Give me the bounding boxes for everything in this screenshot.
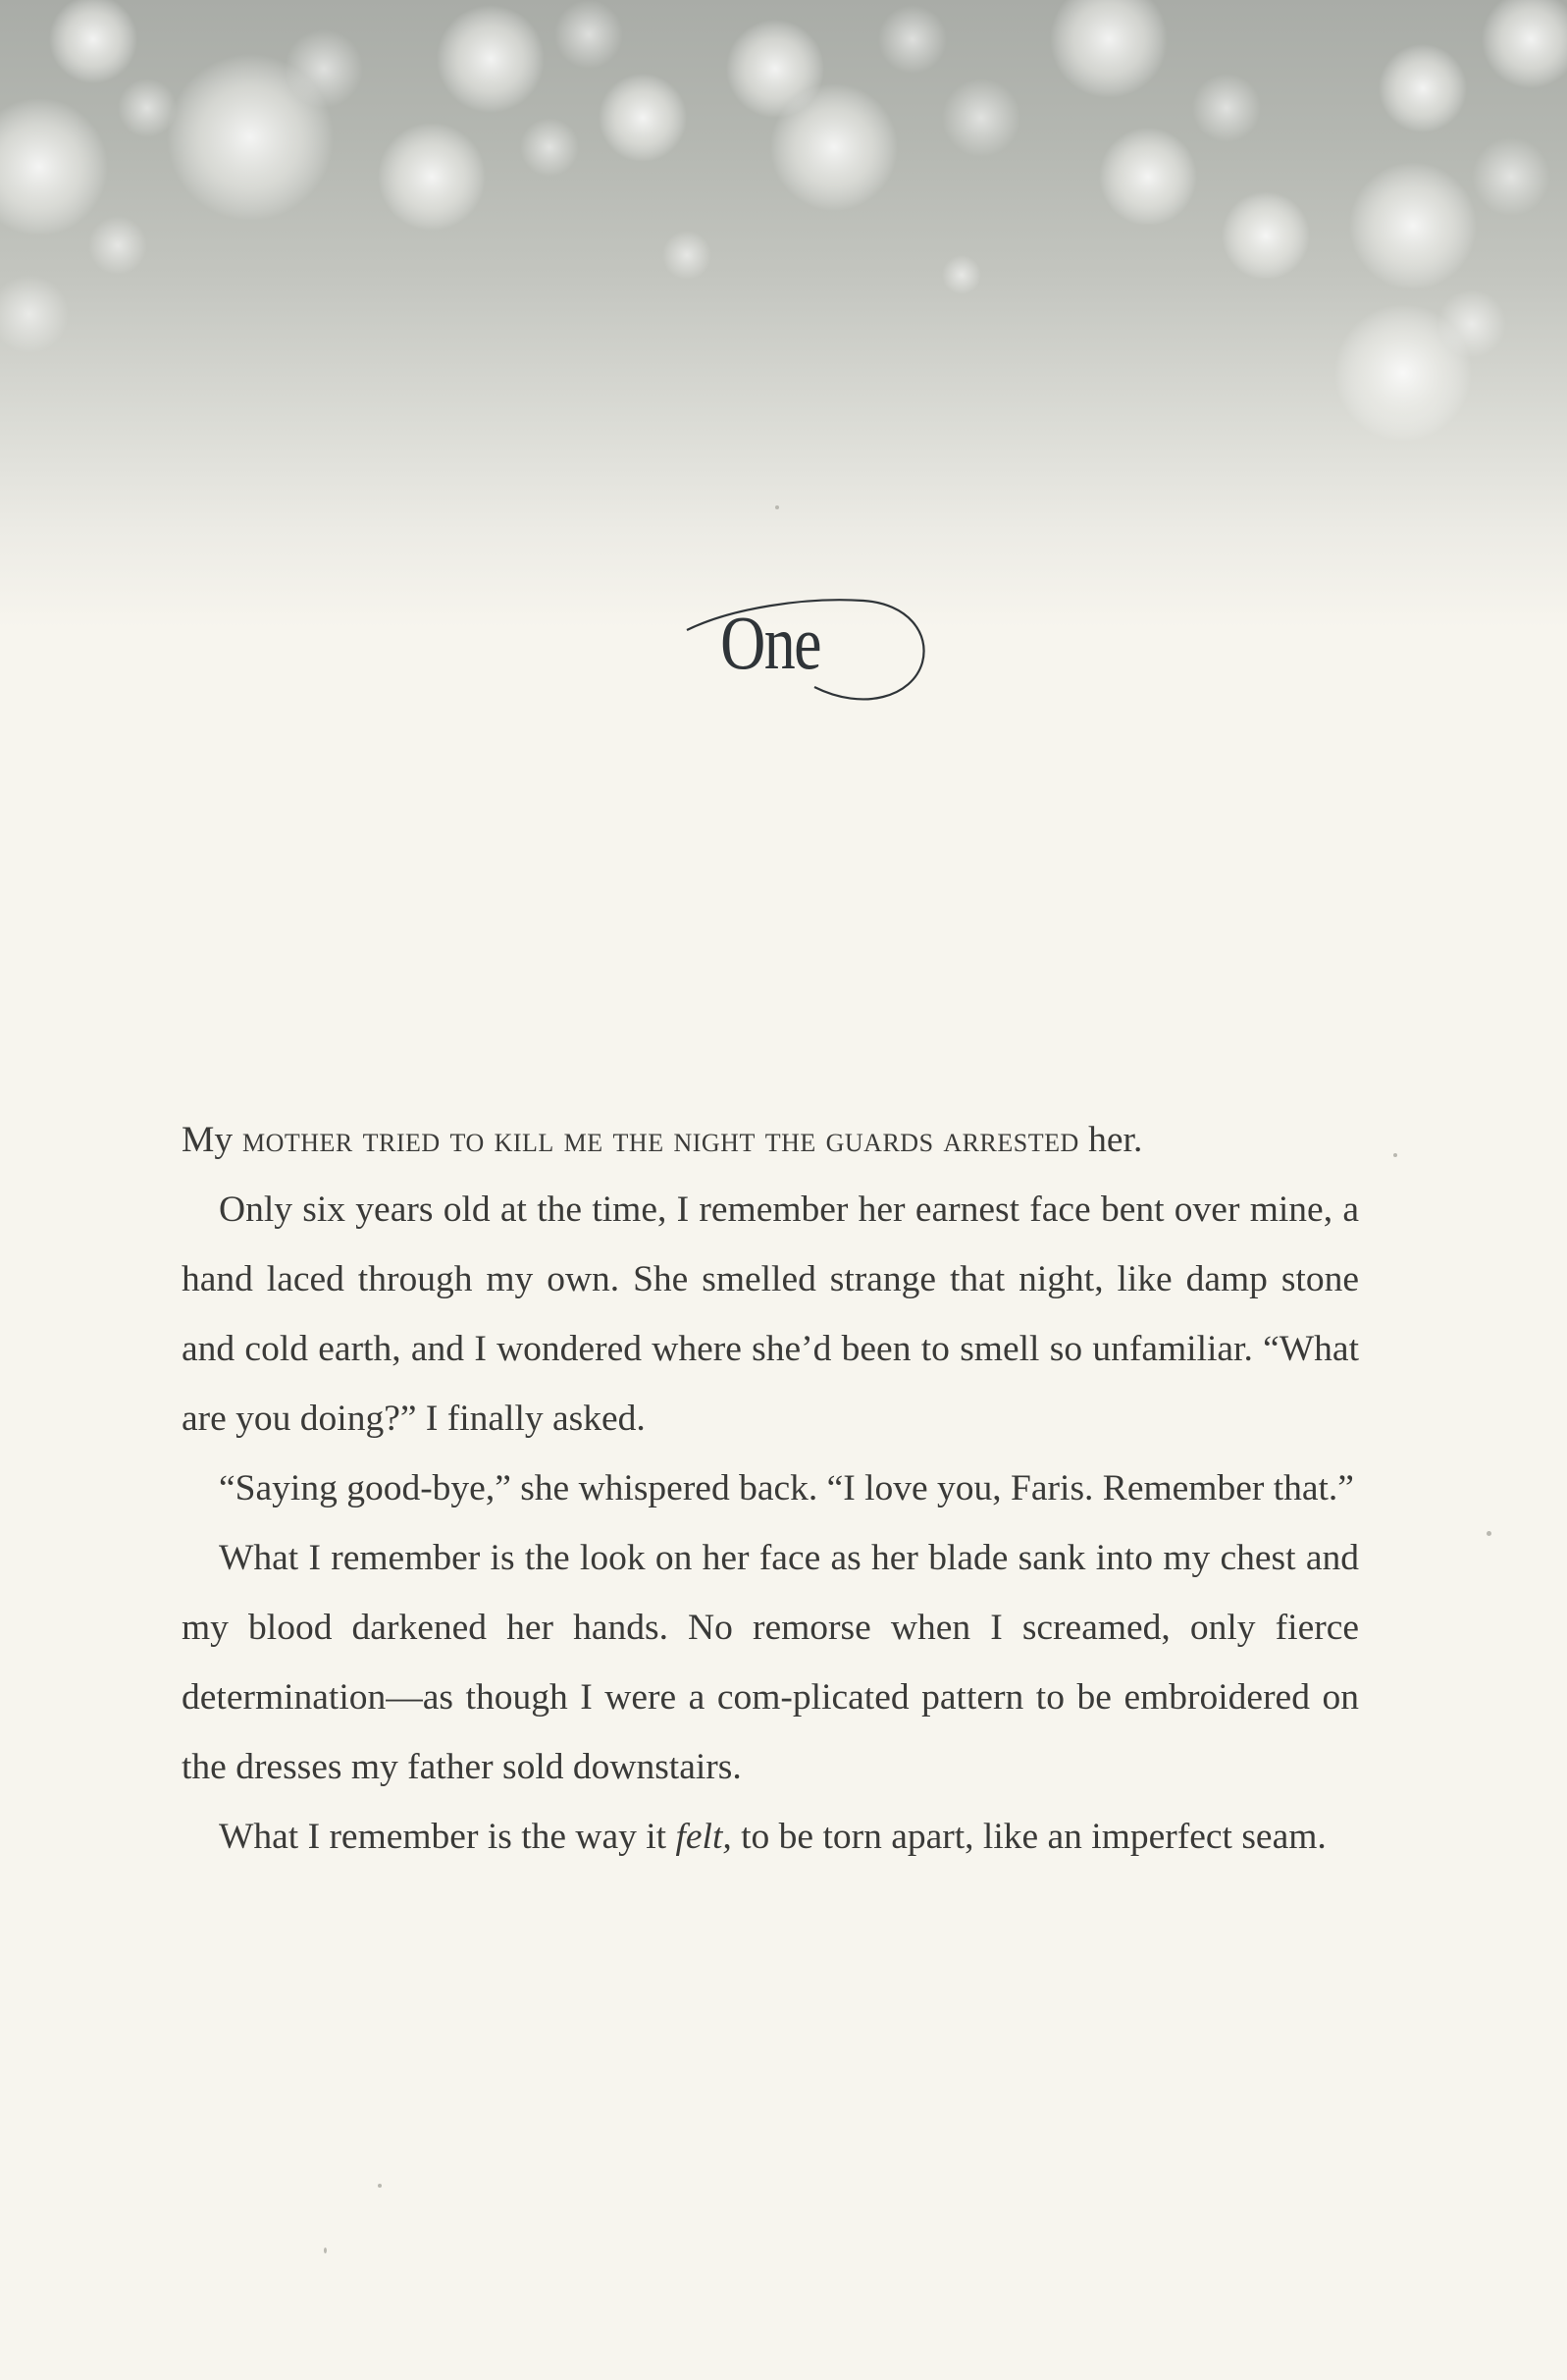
chapter-body — [182, 1105, 1359, 1872]
paper-speck — [1393, 1153, 1397, 1157]
paragraph-5-after: to be torn apart, like an imperfect seam. — [731, 1817, 1327, 1857]
paragraph-1 — [182, 1105, 1359, 1175]
paragraph-3: “Saying good-bye,” she whispered back. “I love you, Faris. Remember that.” — [219, 1468, 1354, 1508]
paragraph-5 — [182, 1802, 1359, 1872]
bokeh-lights-icon — [0, 0, 1567, 628]
paragraph-2: Only six years old at the time, I remember her earnest face bent over mine, a hand laced through my own. She smelled strange that night, like damp stone and cold earth, and I wondered where she’d been to smell so unfamiliar. “What are you doing?” I finally asked. — [182, 1190, 1359, 1439]
paper-speck — [378, 2184, 382, 2188]
lead-rest: her. — [1078, 1120, 1143, 1160]
lead-smallcaps: mother tried to kill me the night the guards arrested — [233, 1120, 1079, 1160]
paper-speck — [775, 505, 779, 509]
chapter-title: One — [720, 600, 820, 685]
bokeh-header-image — [0, 0, 1567, 628]
paragraph-5-before: What I remember is the way it — [219, 1817, 676, 1857]
paper-speck — [324, 2248, 327, 2253]
lead-capital: My — [182, 1120, 234, 1160]
paper-speck — [1487, 1531, 1491, 1536]
paragraph-5-emphasis: felt, — [675, 1817, 732, 1857]
paragraph-4: What I remember is the look on her face as her blade sank into my chest and my blood darkened her hands. No remorse when I screamed, only fierce determination—as though I were a com-plicated pattern to be embroidered on the dresses my father sold downstairs. — [182, 1538, 1359, 1787]
